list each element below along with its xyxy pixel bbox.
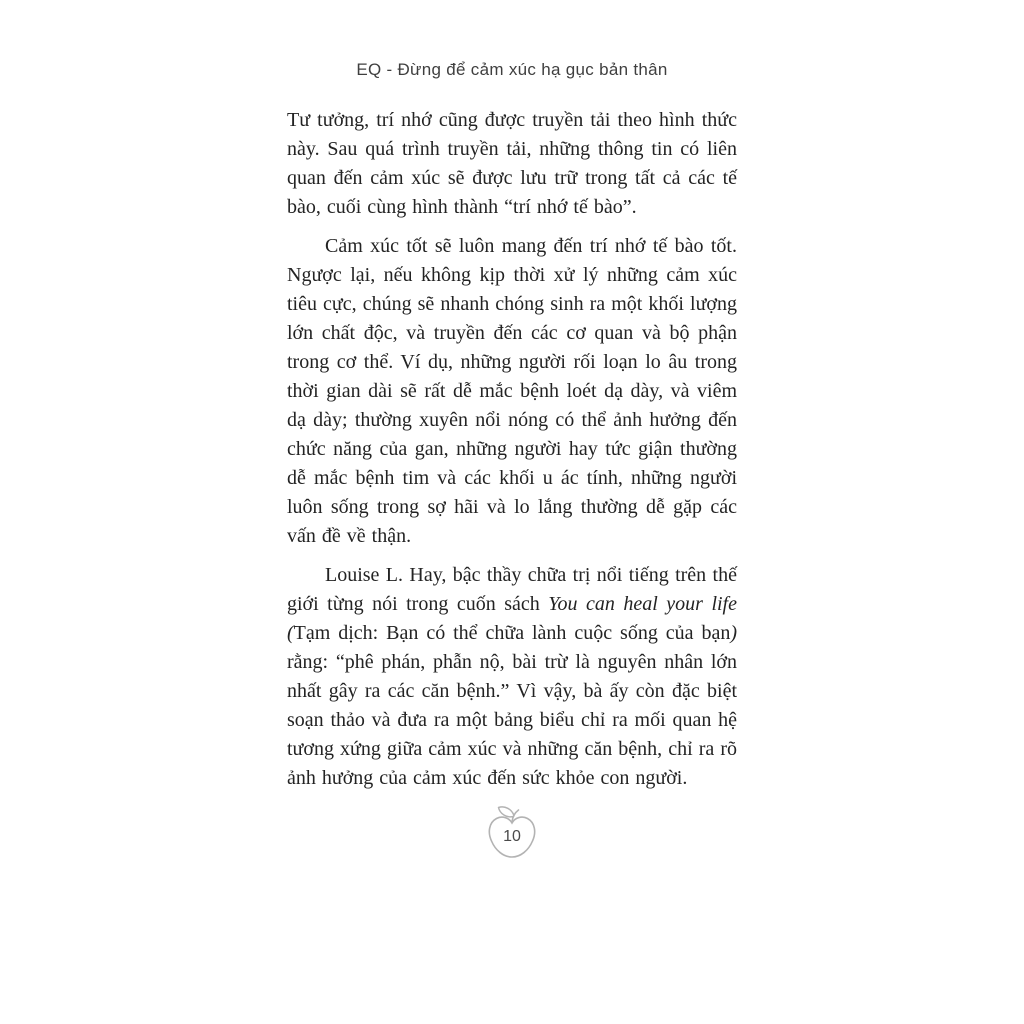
text-run: ) [730, 622, 737, 644]
book-title-text-run: You can heal your life ( [287, 593, 737, 644]
paragraph [287, 232, 737, 551]
page-footer [484, 803, 540, 861]
page-number: 10 [503, 828, 521, 845]
page-body [287, 106, 737, 793]
paragraph [287, 106, 737, 222]
paragraph [287, 561, 737, 793]
text-run: rằng: “phê phán, phẫn nộ, bài trừ là nguyên nhân lớn nhất gây ra các căn bệnh.” Vì vậy, bà ấy còn đặc biệt soạn thảo và đưa ra một bảng biểu chỉ ra mối quan hệ tương xứng giữa cảm xúc và những căn bệnh, chỉ ra rõ ảnh hưởng của cảm xúc đến sức khỏe con người. [287, 651, 737, 789]
text-run: Cảm xúc tốt sẽ luôn mang đến trí nhớ tế bào tốt. Ngược lại, nếu không kịp thời xử lý những cảm xúc tiêu cực, chúng sẽ nhanh chóng sinh ra một khối lượng lớn chất độc, và truyền đến các cơ quan và bộ phận trong cơ thể. Ví dụ, những người rối loạn lo âu trong thời gian dài sẽ rất dễ mắc bệnh loét dạ dày, và viêm dạ dày; thường xuyên nổi nóng có thể ảnh hưởng đến chức năng của gan, những người hay tức giận thường dễ mắc bệnh tim và các khối u ác tính, những người luôn sống trong sợ hãi và lo lắng thường dễ gặp các vấn đề về thận. [287, 235, 737, 547]
text-run: Louise L. Hay, bậc thầy chữa trị nổi tiếng trên thế giới từng nói trong cuốn sách [287, 564, 737, 615]
running-head-title: EQ - Đừng để cảm xúc hạ gục bản thân [356, 60, 668, 79]
text-run: Tư tưởng, trí nhớ cũng được truyền tải theo hình thức này. Sau quá trình truyền tải, những thông tin có liên quan đến cảm xúc sẽ được lưu trữ trong tất cả các tế bào, cuối cùng hình thành “trí nhớ tế bào”. [287, 109, 737, 218]
text-run: Tạm dịch: Bạn có thể chữa lành cuộc sống của bạn [293, 622, 731, 644]
